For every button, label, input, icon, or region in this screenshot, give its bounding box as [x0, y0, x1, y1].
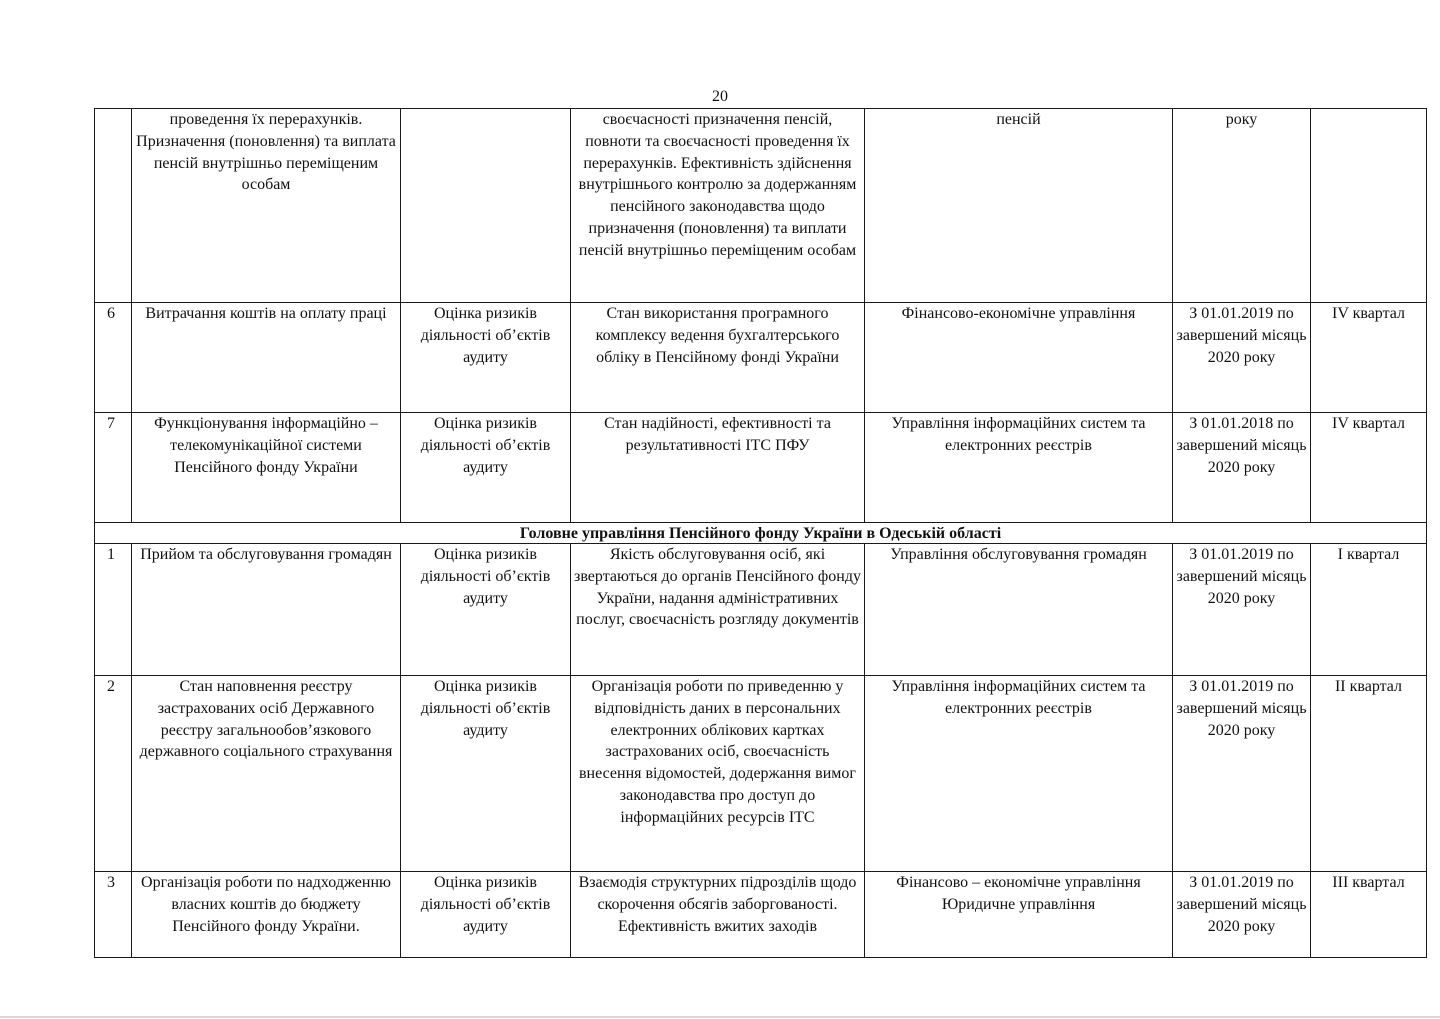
audit-topic: Витрачання коштів на оплату праці — [132, 303, 401, 413]
page-number: 20 — [712, 88, 728, 105]
audit-topic: Організація роботи по надходженню власних коштів до бюджету Пенсійного фонду України. — [132, 872, 401, 958]
responsible-unit: Фінансово-економічне управління — [865, 303, 1173, 413]
audit-method: Оцінка ризиків діяльності об’єктів аудиту — [401, 303, 571, 413]
audit-issue: Стан надійності, ефективності та результативності ІТС ПФУ — [571, 413, 865, 523]
audit-quarter: IV квартал — [1311, 303, 1427, 413]
responsible-unit: пенсій — [865, 109, 1173, 303]
scan-edge-line — [0, 1016, 1440, 1018]
audit-topic: Стан наповнення реєстру застрахованих осіб Державного реєстру загальнообов’язкового державного соціального страхування — [132, 676, 401, 872]
audit-quarter: II квартал — [1311, 676, 1427, 872]
audit-topic: Функціонування інформаційно – телекомунікаційної системи Пенсійного фонду України — [132, 413, 401, 523]
audit-period: року — [1173, 109, 1311, 303]
audit-period: З 01.01.2019 по завершений місяць 2020 року — [1173, 676, 1311, 872]
table-row — [95, 303, 1427, 413]
responsible-unit: Управління інформаційних систем та електронних реєстрів — [865, 676, 1173, 872]
responsible-unit: Управління обслуговування громадян — [865, 544, 1173, 676]
responsible-unit: Управління інформаційних систем та електронних реєстрів — [865, 413, 1173, 523]
row-number: 3 — [95, 872, 132, 958]
row-number: 7 — [95, 413, 132, 523]
audit-period: З 01.01.2018 по завершений місяць 2020 року — [1173, 413, 1311, 523]
audit-method: Оцінка ризиків діяльності об’єктів аудиту — [401, 413, 571, 523]
audit-method: Оцінка ризиків діяльності об’єктів аудиту — [401, 544, 571, 676]
audit-method: Оцінка ризиків діяльності об’єктів аудиту — [401, 872, 571, 958]
table-row — [95, 413, 1427, 523]
audit-period: З 01.01.2019 по завершений місяць 2020 року — [1173, 303, 1311, 413]
table-row — [95, 872, 1427, 958]
table-row — [95, 676, 1427, 872]
audit-plan-table — [94, 108, 1427, 958]
audit-method — [401, 109, 571, 303]
table-row — [95, 109, 1427, 303]
row-number: 1 — [95, 544, 132, 676]
audit-method: Оцінка ризиків діяльності об’єктів аудиту — [401, 676, 571, 872]
audit-quarter: IV квартал — [1311, 413, 1427, 523]
audit-period: З 01.01.2019 по завершений місяць 2020 року — [1173, 872, 1311, 958]
audit-quarter — [1311, 109, 1427, 303]
section-header-row — [95, 523, 1427, 544]
audit-quarter: III квартал — [1311, 872, 1427, 958]
audit-topic: проведення їх перерахунків. Призначення (поновлення) та виплата пенсій внутрішньо переміщеним особам — [132, 109, 401, 303]
audit-issue: Взаємодія структурних підрозділів щодо скорочення обсягів заборгованості. Ефективність вжитих заходів — [571, 872, 865, 958]
audit-issue: Стан використання програмного комплексу ведення бухгалтерського обліку в Пенсійному фонді України — [571, 303, 865, 413]
audit-topic: Прийом та обслуговування громадян — [132, 544, 401, 676]
audit-quarter: I квартал — [1311, 544, 1427, 676]
row-number: 6 — [95, 303, 132, 413]
audit-issue: Організація роботи по приведенню у відповідність даних в персональних електронних облікових картках застрахованих осіб, своєчасність внесення відомостей, додержання вимог законодавства про доступ до інформаційних ресурсів ІТС — [571, 676, 865, 872]
audit-period: З 01.01.2019 по завершений місяць 2020 року — [1173, 544, 1311, 676]
row-number: 2 — [95, 676, 132, 872]
section-title: Головне управління Пенсійного фонду України в Одеській області — [95, 523, 1427, 544]
audit-issue: Якість обслуговування осіб, які звертаються до органів Пенсійного фонду України, надання адміністративних послуг, своєчасність розгляду документів — [571, 544, 865, 676]
audit-issue: своєчасності призначення пенсій, повноти та своєчасності проведення їх перерахунків. Ефективність здійснення внутрішнього контролю за додержанням пенсійного законодавства щодо призначення (поновлення) та виплати пенсій внутрішньо переміщеним особам — [571, 109, 865, 303]
table-row — [95, 544, 1427, 676]
row-number — [95, 109, 132, 303]
responsible-unit: Фінансово – економічне управління Юридичне управління — [865, 872, 1173, 958]
